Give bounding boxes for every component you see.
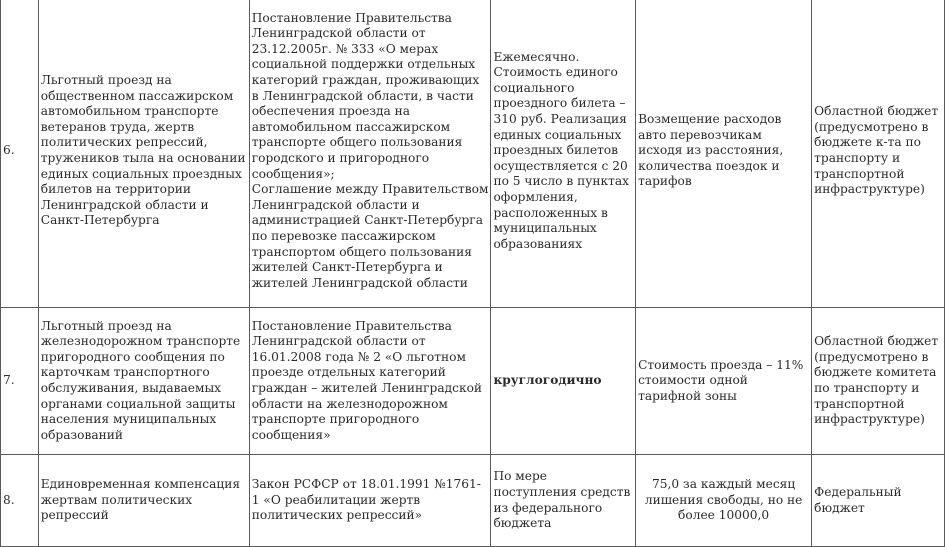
payment-amount: Возмещение расходов авто перевозчикам исходя из расстояния, количества поездок и тарифов [636,0,812,308]
payment-amount: Стоимость проезда – 11% стоимости одной тарифной зоны [636,308,812,455]
benefit-description: Единовременная компенсация жертвам политических репрессий [38,455,249,547]
funding-source: Федеральный бюджет [812,455,945,547]
payment-amount: 75,0 за каждый месяц лишения свободы, но не более 10000,0 [636,455,812,547]
table-row [1,455,945,547]
legal-basis: Постановление Правительства Ленинградской области от 16.01.2008 года № 2 «О льготном проезде отдельных категорий граждан – жителей Ленинградской области на железнодорожном транспорте пригородного сообщения» [249,308,491,455]
row-number: 6. [1,0,39,308]
table-row [1,0,945,308]
row-number: 8. [1,455,39,547]
benefit-description: Льготный проезд на общественном пассажирском автомобильном транспорте ветеранов труда, жертв политических репрессий, тружеников тыла на основании единых социальных проездных билетов на территории Ленинградской области и Санкт-Петербурга [38,0,249,308]
legal-basis: Закон РСФСР от 18.01.1991 №1761-1 «О реабилитации жертв политических репрессий» [249,455,491,547]
benefit-description: Льготный проезд на железнодорожном транспорте пригородного сообщения по карточкам транспортного обслуживания, выдаваемых органами социальной защиты населения муниципальных образований [38,308,249,455]
legal-basis: Постановление Правительства Ленинградской области от 23.12.2005г. № 333 «О мерах социальной поддержки отдельных категорий граждан, проживающих в Ленинградской области, в части обеспечения проезда на автомобильном пассажирском транспорте общего пользования городского и пригородного сообщения»; Соглашение между Правительством Ленинградской области и администрацией Санкт-Петербурга по перевозке пассажирском транспортом общего пользования жителей Санкт-Петербурга и жителей Ленинградской области [249,0,491,308]
periodicity: По мере поступления средств из федерального бюджета [491,455,636,547]
row-number: 7. [1,308,39,455]
periodicity: круглогодично [491,308,636,455]
funding-source: Областной бюджет (предусмотрено в бюджете комитета по транспорту и транспортной инфраструктуре) [812,308,945,455]
periodicity: Ежемесячно. Стоимость единого социального проездного билета – 310 руб. Реализация единых социальных проездных билетов осуществляется с 20 по 5 число в пунктах оформления, расположенных в муниципальных образованиях [491,0,636,308]
funding-source: Областной бюджет (предусмотрено в бюджете к-та по транспорту и транспортной инфраструктуре) [812,0,945,308]
table-row [1,308,945,455]
